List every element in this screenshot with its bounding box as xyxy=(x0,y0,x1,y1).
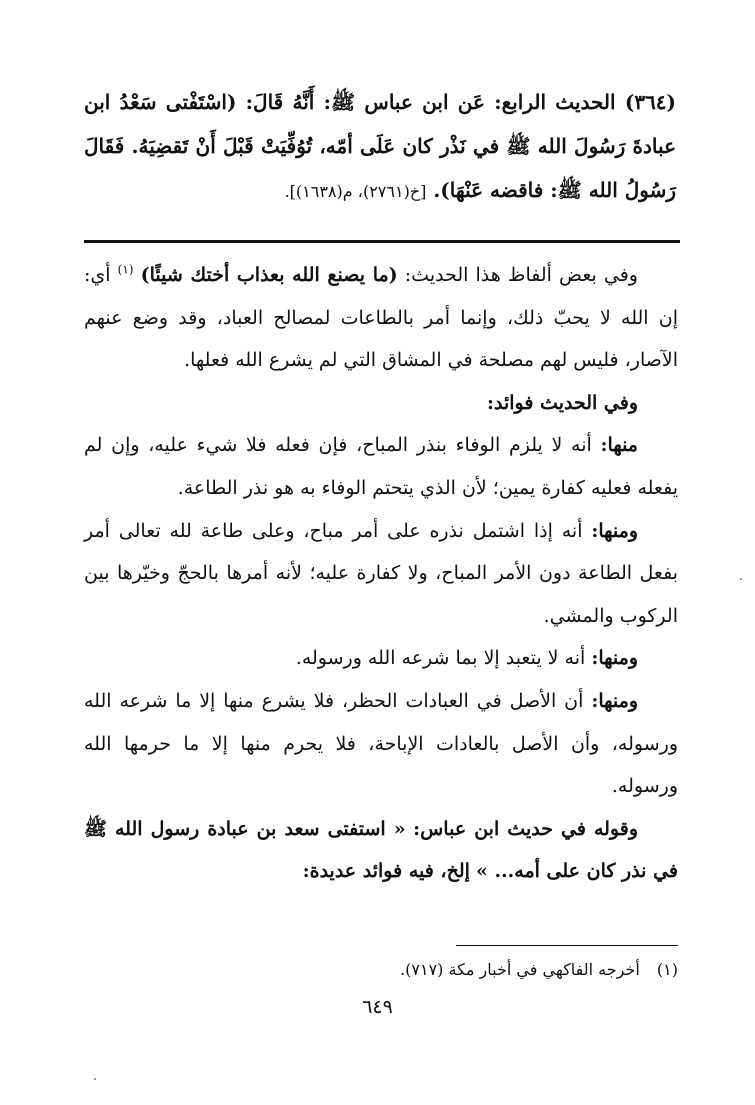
page-number: ٦٤٩ xyxy=(362,996,393,1018)
footnote-text: أخرجه الفاكهي في أخبار مكة (٧١٧). xyxy=(400,960,640,979)
scan-speck xyxy=(94,1078,96,1080)
paragraph xyxy=(84,424,678,509)
paragraph xyxy=(84,808,678,893)
paragraph-text: أنه لا يلزم الوفاء بنذر المباح، فإن فعله فلا شيء عليه، وإن لم يفعله فعليه كفارة يمين؛ لأن الذي يتحتم الوفاء به هو نذر الطاعة. xyxy=(84,434,678,499)
section-divider xyxy=(84,240,680,243)
paragraph xyxy=(84,510,678,638)
footnote-marker: (١) xyxy=(117,262,134,277)
section-heading: وفي الحديث فوائد: xyxy=(486,391,638,414)
paragraph-lead: وقوله في حديث ابن عباس: xyxy=(413,817,639,840)
paragraph xyxy=(84,680,678,808)
hadith-number: (٣٦٤) xyxy=(624,90,677,114)
hadith-block xyxy=(84,80,676,214)
paragraph-text: أن الأصل في العبادات الحظر، فلا يشرع منها إلا ما شرعه الله ورسوله، وأن الأصل بالعادات الإباحة، فلا يحرم منها إلا ما حرمها الله ورسوله. xyxy=(84,689,678,798)
paragraph-lead: ومنها: xyxy=(591,519,638,542)
paragraph-text: إلخ، فيه فوائد عديدة: xyxy=(302,860,470,883)
scan-speck xyxy=(740,578,742,580)
paragraph-lead: منها: xyxy=(600,434,638,457)
paragraph-lead: وفي بعض ألفاظ هذا الحديث: xyxy=(404,264,638,286)
footnote-rule xyxy=(456,945,678,946)
hadith-title: الحديث الرابع: xyxy=(494,90,616,114)
paragraph-lead: ومنها: xyxy=(591,647,638,670)
footnote xyxy=(84,958,678,982)
paragraph xyxy=(84,254,678,382)
paragraph-lead: ومنها: xyxy=(591,689,638,712)
footnote-number: (١) xyxy=(656,960,678,979)
commentary xyxy=(84,254,678,893)
paragraph-text: أنه إذا اشتمل نذره على أمر مباح، وعلى طاعة لله تعالى أمر بفعل الطاعة دون الأمر المباح، ولا كفارة عليه؛ لأنه أمرها بالحجّ وخيّرها بين الركوب والمشي. xyxy=(84,519,678,627)
paragraph-text: أي: إن الله لا يحبّ ذلك، وإنما أمر بالطاعات لمصالح العباد، وقد وضع عنهم الآصار، فليس لهم مصلحة في المشاق التي لم يشرع الله فعلها. xyxy=(84,264,678,372)
paragraph xyxy=(84,637,678,680)
quoted-phrase: « استفتى سعد بن عبادة رسول الله ﷺ في نذر كان على أمه... » xyxy=(84,817,678,883)
paragraph xyxy=(84,382,678,425)
paragraph-text: أنه لا يتعبد إلا بما شرعه الله ورسوله. xyxy=(295,647,586,670)
quoted-phrase: (ما يصنع الله بعذاب أختك شيئًا) xyxy=(140,264,398,286)
hadith-reference: [خ(٢٧٦١)، م(١٦٣٨)]. xyxy=(284,182,427,201)
hadith-text: عَن ابن عباس ﷺ: أَنَّهُ قَالَ: (اسْتَفْتى سَعْدُ ابن عبادةَ رَسُولَ الله ﷺ في نَذْر كان عَلَى أمّه، تُوُفِّيَتْ قَبْلَ أَنْ تَقضِيَهُ. فَقَالَ رَسُولُ الله ﷺ: فاقضه عَنْهَا). xyxy=(84,90,676,202)
